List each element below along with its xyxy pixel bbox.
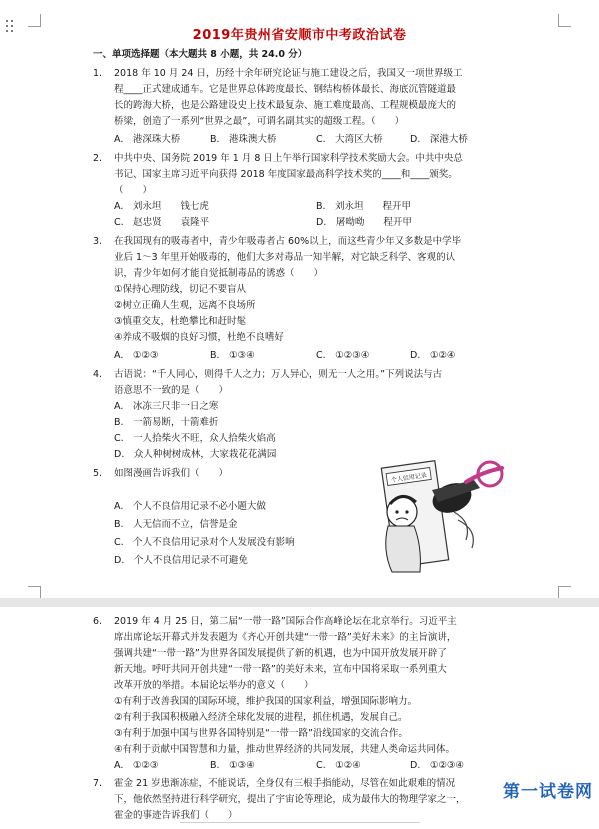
statement-item: ②树立正确人生观，远离不良场所 — [114, 300, 256, 311]
option-c: C. 赵忠贤 袁隆平 — [114, 217, 210, 228]
question-text: 席出席论坛开幕式并发表题为《齐心开创共建“一带一路”美好未来》的主旨演讲， — [114, 632, 457, 643]
option-a: A. ①②③ — [114, 350, 159, 361]
option-d: D. 深港大桥 — [410, 134, 468, 145]
option-d: D. ①②④ — [410, 350, 456, 361]
question-number: 5. — [93, 468, 103, 479]
option-d: D. 众人种树树成林，大家栽花花满园 — [114, 449, 277, 460]
question-text: 如图漫画告诉我们（ ） — [114, 468, 229, 479]
question-text: 长的跨海大桥，也是公路建设史上技术最复杂、施工难度最高、工程规模最庞大的 — [114, 100, 457, 111]
statement-item: ②有利于我国积极融入经济全球化发展的进程，抓住机遇，发展自己。 — [114, 712, 408, 723]
section-heading: 一、单项选择题（本大题共 8 小题，共 24.0 分） — [93, 49, 308, 60]
statement-item: ④有利于贡献中国智慧和力量，推动世界经济的共同发展，共建人类命运共同体。 — [114, 744, 456, 755]
option-a: A. 冰冻三尺非一日之寒 — [114, 401, 219, 412]
question-text: 业后 1～3 年里开始吸毒的，他们大多对毒品一知半解，对它缺乏科学、客观的认 — [114, 252, 456, 263]
statement-item: ③慎重交友，杜绝攀比和赶时髦 — [114, 316, 247, 327]
question-text: 古语说：“千人同心，则得千人之力；万人异心，则无一人之用。”下列说法与古 — [114, 369, 443, 380]
question-text: 在我国现有的吸毒者中，青少年吸毒者占 60%以上，而这些青少年又多数是中学毕 — [114, 236, 462, 247]
option-b: B. 刘永坦 程开甲 — [316, 201, 412, 212]
option-d: D. ①②③④ — [410, 760, 464, 771]
option-b: B. 一箭易断，十箭难折 — [114, 417, 219, 428]
question-text: 程____正式建成通车。它是世界总体跨度最长、钢结构桥体最长、海底沉管隧道最 — [114, 84, 457, 95]
statement-item: ①有利于改善我国的国际环境，维护我国的国家利益，增强国际影响力。 — [114, 696, 418, 707]
option-a: A. 刘永坦 钱七虎 — [114, 201, 209, 212]
statement-item: ①保持心理防线，切记不要盲从 — [114, 284, 247, 295]
cartoon-illustration — [362, 450, 512, 580]
question-text: 下，他依然坚持进行科学研究，提出了宇宙论等理论，成为最伟大的物理学家之一， — [114, 794, 466, 805]
option-c: C. ①②④ — [316, 760, 361, 771]
option-c: C. ①②③④ — [316, 350, 370, 361]
site-watermark: 第一试卷网 — [503, 782, 593, 802]
option-d: D. 屠呦呦 程开甲 — [316, 217, 412, 228]
option-a: A. 港深珠大桥 — [114, 134, 181, 145]
option-c: C. 一人拾柴火不旺，众人拾柴火焰高 — [114, 433, 276, 444]
question-text: 新天地。呼吁共同开创共建“一带一路”的美好未来，宣布中国将采取一系列重大 — [114, 664, 447, 675]
bottom-rule — [180, 822, 420, 823]
question-number: 6. — [93, 616, 103, 627]
question-text: 中共中央、国务院 2019 年 1 月 8 日上午举行国家科学技术奖励大会。中共中央总 — [114, 153, 463, 164]
question-number: 2. — [93, 153, 103, 164]
question-text: 识，青少年如何才能自觉抵制毒品的诱惑（ ） — [114, 268, 324, 279]
statement-item: ④养成不吸烟的良好习惯，杜绝不良嗜好 — [114, 332, 285, 343]
question-text: 2019 年 4 月 25 日，第二届“一带一路”国际合作高峰论坛在北京举行。习近平主 — [114, 616, 457, 627]
document-title: 2019年贵州省安顺市中考政治试卷 — [192, 28, 407, 43]
question-text: （ ） — [114, 185, 153, 196]
statement-item: ③有利于加强中国与世界各国特别是“一带一路”沿线国家的交流合作。 — [114, 728, 408, 739]
question-text: 强调共建“一带一路”为世界各国发展提供了新的机遇，也为中国开放发展开辟了 — [114, 648, 447, 659]
page-break — [0, 598, 599, 607]
cartoon-sign-text: 个人信用记录 — [390, 472, 428, 484]
question-text: 霍金 21 岁患渐冻症，不能说话，全身仅有三根手指能动，尽管在如此艰难的情况 — [114, 778, 456, 789]
question-text: 语意思不一致的是（ ） — [114, 385, 229, 396]
question-text: 2018 年 10 月 24 日，历经十余年研究论证与施工建设之后，我国又一项世界级工 — [114, 68, 463, 79]
question-text: 书记、国家主席习近平向获得 2018 年度国家最高科学技术奖的____和____颁奖。 — [114, 169, 458, 180]
option-b: B. ①③④ — [210, 350, 255, 361]
option-b: B. 人无信而不立，信誉是金 — [114, 519, 238, 530]
option-a: A. ①②③ — [114, 760, 159, 771]
option-b: B. 港珠澳大桥 — [210, 134, 277, 145]
question-number: 1. — [93, 68, 103, 79]
question-text: 改革开放的举措。本届论坛举办的意义（ ） — [114, 680, 314, 691]
option-d: D. 个人不良信用记录不可避免 — [114, 555, 248, 566]
option-a: A. 个人不良信用记录不必小题大做 — [114, 501, 266, 512]
question-number: 7. — [93, 778, 103, 789]
question-number: 4. — [93, 369, 103, 380]
option-c: C. 大湾区大桥 — [316, 134, 383, 145]
option-b: B. ①③④ — [210, 760, 255, 771]
question-number: 3. — [93, 236, 103, 247]
option-c: C. 个人不良信用记录对个人发展没有影响 — [114, 537, 295, 548]
question-text: 霍金的事迹告诉我们（ ） — [114, 810, 238, 821]
question-text: 桥梁，创造了一系列“世界之最”，可谓名副其实的超级工程。（ ） — [114, 116, 405, 127]
